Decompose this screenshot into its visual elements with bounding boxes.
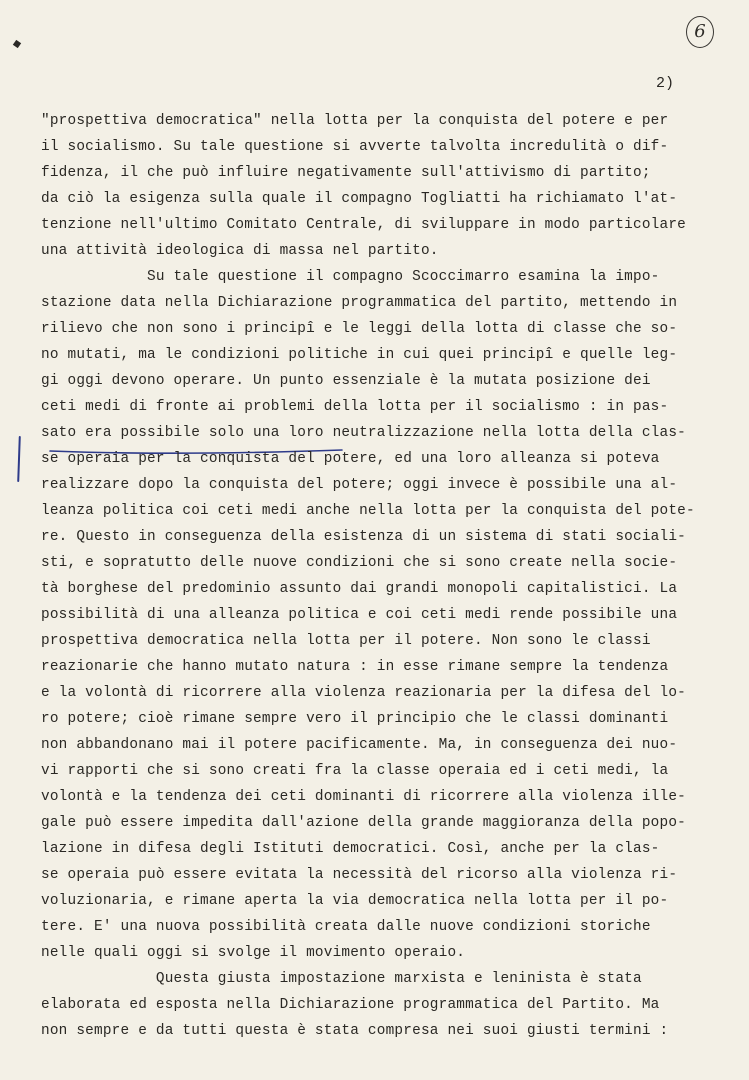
text-line: gi oggi devono operare. Un punto essenziale è la mutata posizione dei [41,373,651,389]
text-line: tenzione nell'ultimo Comitato Centrale, di sviluppare in modo particolare [41,217,687,233]
text-line: re. Questo in conseguenza della esistenza di un sistema di stati sociali- [41,529,687,545]
text-line: prospettiva democratica nella lotta per il potere. Non sono le classi [41,633,651,649]
text-line: rilievo che non sono i principî e le leggi della lotta di classe che so- [41,321,678,337]
text-line: se operaia può essere evitata la necessità del ricorso alla violenza ri- [41,867,678,883]
ink-mark [13,40,21,48]
text-line: non abbandonano mai il potere pacificamente. Ma, in conseguenza dei nuo- [41,737,678,753]
text-line: "prospettiva democratica" nella lotta per la conquista del potere e per [41,113,669,129]
text-line: lazione in difesa degli Istituti democratici. Così, anche per la clas- [41,841,660,857]
text-line: Questa giusta impostazione marxista e leninista è stata [41,971,642,987]
text-line: ceti medi di fronte ai problemi della lotta per il socialismo : in pas- [41,399,669,415]
text-line: possibilità di una alleanza politica e coi ceti medi rende possibile una [41,607,678,623]
text-line: leanza politica coi ceti medi anche nella lotta per la conquista del pote- [41,503,695,519]
circled-folio-number: 6 [686,16,714,48]
text-line: elaborata ed esposta nella Dichiarazione programmatica del Partito. Ma [41,997,660,1013]
text-line: stazione data nella Dichiarazione programmatica del partito, mettendo in [41,295,678,311]
page-number: 2) [656,75,675,92]
text-line: fidenza, il che può influire negativamente sull'attivismo di partito; [41,165,651,181]
text-line: tere. E' una nuova possibilità creata dalle nuove condizioni storiche [41,919,651,935]
text-line: e la volontà di ricorrere alla violenza reazionaria per la difesa del lo- [41,685,687,701]
typewritten-body [41,108,711,1044]
text-line: reazionarie che hanno mutato natura : in esse rimane sempre la tendenza [41,659,669,675]
text-line: gale può essere impedita dall'azione della grande maggioranza della popo- [41,815,687,831]
text-line: se operaia per la conquista del potere, ed una loro alleanza si poteva [41,451,660,467]
text-line: sato era possibile solo una loro neutralizzazione nella lotta della clas- [41,425,687,441]
text-line: non sempre e da tutti questa è stata compresa nei suoi giusti termini : [41,1023,669,1039]
text-line: realizzare dopo la conquista del potere; oggi invece è possibile una al- [41,477,678,493]
text-line: Su tale questione il compagno Scoccimarro esamina la impo- [41,269,660,285]
margin-pen-mark [17,436,21,482]
text-line: vi rapporti che si sono creati fra la classe operaia ed i ceti medi, la [41,763,669,779]
text-line: da ciò la esigenza sulla quale il compagno Togliatti ha richiamato l'at- [41,191,678,207]
text-line: nelle quali oggi si svolge il movimento operaio. [41,945,466,961]
text-line: voluzionaria, e rimane aperta la via democratica nella lotta per il po- [41,893,669,909]
text-line: il socialismo. Su tale questione si avverte talvolta incredulità o dif- [41,139,669,155]
text-line: no mutati, ma le condizioni politiche in cui quei principî e quelle leg- [41,347,678,363]
text-line: sti, e sopratutto delle nuove condizioni che si sono create nella socie- [41,555,678,571]
text-line: una attività ideologica di massa nel partito. [41,243,439,259]
text-line: volontà e la tendenza dei ceti dominanti di ricorrere alla violenza ille- [41,789,687,805]
text-line: ro potere; cioè rimane sempre vero il principio che le classi dominanti [41,711,669,727]
text-line: tà borghese del predominio assunto dai grandi monopoli capitalistici. La [41,581,678,597]
